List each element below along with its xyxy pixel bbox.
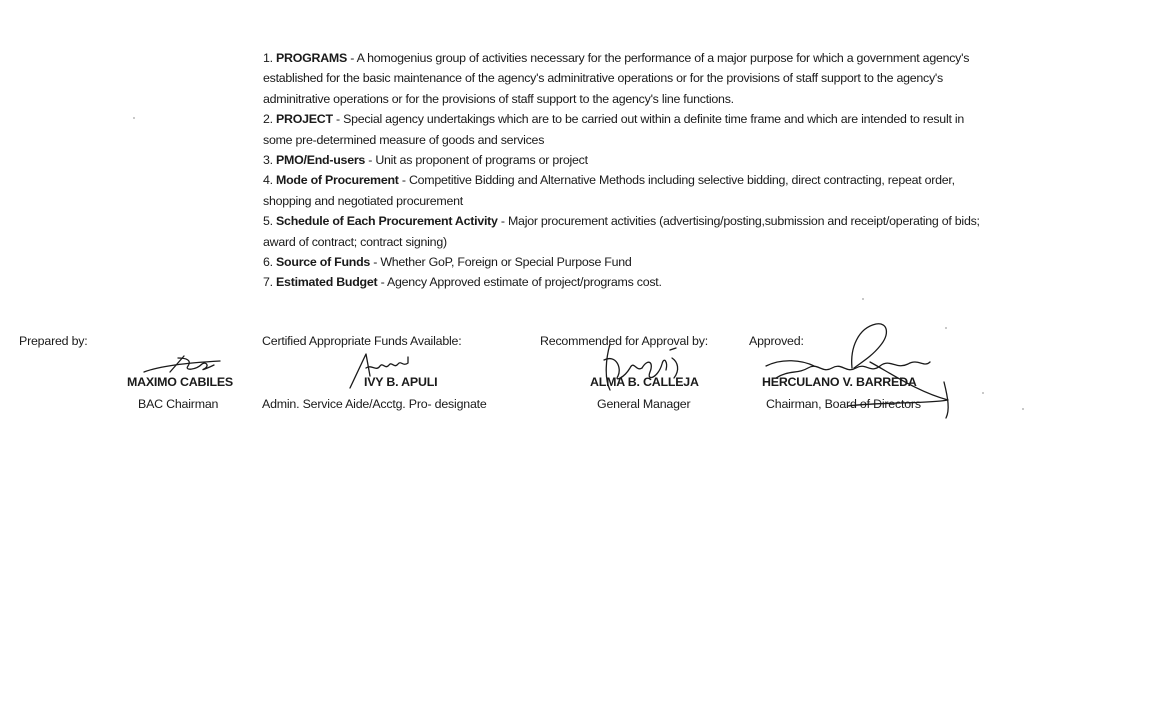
definition-number: 6. <box>263 255 273 270</box>
definition-number: 4. <box>263 173 273 188</box>
definition-term: PROJECT <box>276 112 333 127</box>
definition-number: 3. <box>263 153 273 168</box>
prepared-position: BAC Chairman <box>138 397 219 411</box>
definition-text: - Whether GoP, Foreign or Special Purpose Fund <box>373 255 632 270</box>
approved-name: HERCULANO V. BARREDA <box>762 375 917 389</box>
definition-item <box>263 48 983 109</box>
definition-text: - A homogenius group of activities necessary for the performance of a major purpose for which a government agency's established for the basic maintenance of the agency's adminitrative operations or for the provisions of staff support to the agency's adminitrative operations or for the provisions of staff support to the agency's line functions. <box>263 51 970 106</box>
definition-text: - Major procurement activities (advertising/posting,submission and receipt/operating of bids; award of contract; contract signing) <box>263 214 980 249</box>
definition-number: 7. <box>263 275 273 290</box>
definition-item <box>263 272 983 292</box>
prepared-name: MAXIMO CABILES <box>127 375 233 389</box>
definition-term: Schedule of Each Procurement Activity <box>276 214 498 229</box>
approved-label: Approved: <box>749 334 804 348</box>
definition-text: - Competitive Bidding and Alternative Methods including selective bidding, direct contracting, repeat order, shopping and negotiated procurement <box>263 173 955 208</box>
certified-name: IVY B. APULI <box>364 375 438 389</box>
definition-term: PMO/End-users <box>276 153 366 168</box>
definition-term: Estimated Budget <box>276 275 378 290</box>
definitions-list <box>263 48 983 293</box>
definition-item <box>263 252 983 272</box>
certified-funds-label: Certified Appropriate Funds Available: <box>262 334 462 348</box>
certified-position: Admin. Service Aide/Acctg. Pro- designate <box>262 397 487 411</box>
definition-item <box>263 211 983 252</box>
definition-term: PROGRAMS <box>276 51 348 65</box>
definition-number: 2. <box>263 112 273 127</box>
definition-term: Mode of Procurement <box>276 173 399 188</box>
scan-speck <box>982 392 984 394</box>
approved-position: Chairman, Board of Directors <box>766 397 921 411</box>
definition-item <box>263 170 983 211</box>
scan-speck <box>862 298 864 300</box>
recommended-position: General Manager <box>597 397 691 411</box>
definition-item <box>263 109 983 150</box>
scan-speck <box>1022 408 1024 410</box>
definition-text: - Unit as proponent of programs or project <box>368 153 588 168</box>
definition-item <box>263 150 983 170</box>
recommended-name: ALMA B. CALLEJA <box>590 375 699 389</box>
definition-term: Source of Funds <box>276 255 371 270</box>
definition-text: - Special agency undertakings which are to be carried out within a definite time frame and which are intended to result in some pre-determined measure of goods and services <box>263 112 964 147</box>
definition-text: - Agency Approved estimate of project/programs cost. <box>380 275 662 290</box>
recommended-label: Recommended for Approval by: <box>540 334 708 348</box>
scan-speck <box>945 327 947 329</box>
definition-number: 1. <box>263 51 273 65</box>
scan-speck <box>133 117 135 119</box>
prepared-by-label: Prepared by: <box>19 334 88 348</box>
definition-number: 5. <box>263 214 273 229</box>
